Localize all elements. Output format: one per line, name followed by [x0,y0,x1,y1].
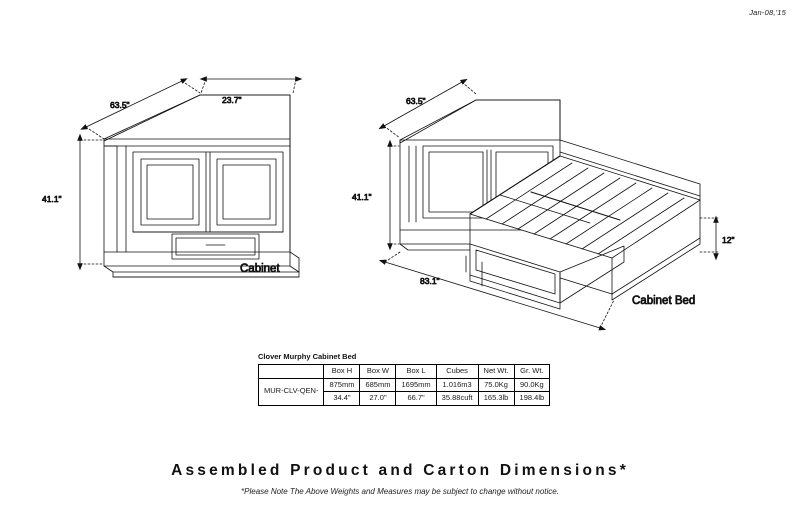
cabinet-depth-label: 23.7" [222,95,242,105]
cell-imperial-box-l: 66.7" [396,392,436,406]
cell-imperial-box-h: 34.4" [324,392,360,406]
col-net-wt: Net Wt. [478,365,514,379]
cabinet-illustration [104,95,299,277]
col-gr-wt: Gr. Wt. [514,365,550,379]
date-stamp: Jan-08,'15 [749,8,786,17]
col-cubes: Cubes [436,365,478,379]
table-header-row [259,365,550,379]
cabinet-depth-dimension [201,79,296,93]
cabinet-caption: Cabinet [240,263,280,275]
cabinet-width-label: 63.5" [110,100,130,110]
cell-metric-cubes: 1.016m3 [436,378,478,392]
cabinet-height-label: 41.1" [42,194,62,204]
bed-width-label: 63.5" [406,96,426,106]
col-box-w: Box W [360,365,396,379]
sku-label: MUR-CLV-QEN- [259,378,324,405]
cabinet-height-dimension [80,140,102,264]
cell-metric-box-h: 875mm [324,378,360,392]
col-box-l: Box L [396,365,436,379]
cabinet-bed-caption: Cabinet Bed [632,295,696,307]
bed-height-dimension [390,146,399,244]
spec-table-block [258,352,550,406]
cell-imperial-net-wt: 165.3lb [478,392,514,406]
cell-metric-box-l: 1695mm [396,378,436,392]
sku-spacer [259,365,324,379]
cabinet-bed-illustration [400,100,700,309]
cell-imperial-box-w: 27.0" [360,392,396,406]
footer-title: Assembled Product and Carton Dimensions* [171,462,629,479]
cell-metric-net-wt: 75.0Kg [478,378,514,392]
bed-height-label: 41.1" [352,192,372,202]
cell-imperial-gr-wt: 198.4lb [514,392,550,406]
bed-length-label: 83.1" [420,276,440,286]
spec-table-title: Clover Murphy Cabinet Bed [258,352,357,361]
cell-metric-gr-wt: 90.0Kg [514,378,550,392]
cell-imperial-cubes: 35.88cuft [436,392,478,406]
cell-metric-box-w: 685mm [360,378,396,392]
bed-deck-height-label: 12" [722,235,735,245]
spec-table [258,364,550,406]
table-row [259,378,550,392]
bed-deck-height-dimension [700,218,718,254]
footer-note: *Please Note The Above Weights and Measures may be subject to change without notice. [241,487,559,496]
col-box-h: Box H [324,365,360,379]
